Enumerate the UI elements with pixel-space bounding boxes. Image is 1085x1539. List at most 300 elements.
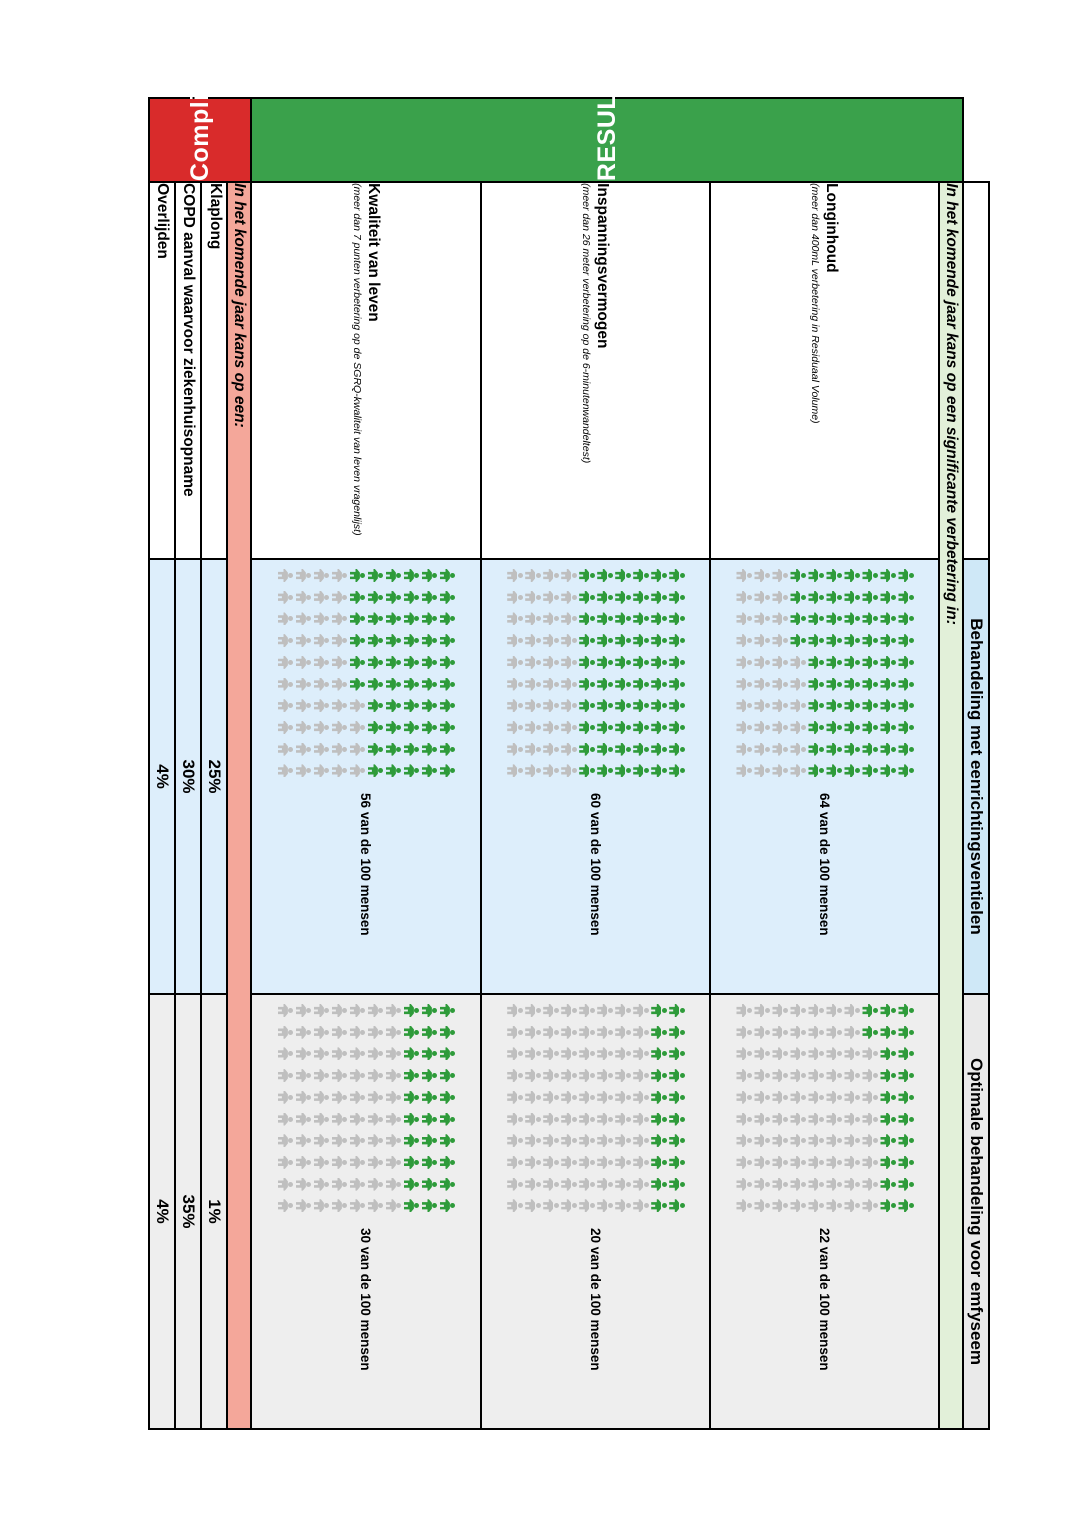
person-icon <box>421 1003 437 1018</box>
person-icon <box>651 742 667 757</box>
person-icon <box>880 611 896 626</box>
person-icon <box>790 763 806 778</box>
person-icon <box>277 698 293 713</box>
person-icon <box>862 742 878 757</box>
person-icon <box>898 655 914 670</box>
person-icon <box>507 1198 523 1213</box>
person-icon <box>772 1068 788 1083</box>
pictogram-caption: 56 van de 100 mensen <box>358 793 374 936</box>
person-icon <box>543 611 559 626</box>
person-icon <box>790 1198 806 1213</box>
person-icon <box>844 1068 860 1083</box>
person-icon <box>367 1046 383 1061</box>
person-icon <box>385 1068 401 1083</box>
person-icon <box>826 1046 842 1061</box>
person-icon <box>439 1090 455 1105</box>
table-row <box>481 98 710 1429</box>
person-icon <box>736 698 752 713</box>
person-icon <box>313 698 329 713</box>
person-icon <box>633 611 649 626</box>
person-icon <box>844 1046 860 1061</box>
person-icon <box>898 763 914 778</box>
person-icon <box>349 568 365 583</box>
person-icon <box>561 1025 577 1040</box>
person-icon <box>543 720 559 735</box>
person-icon <box>525 1155 541 1170</box>
person-icon <box>736 1046 752 1061</box>
person-icon <box>507 1003 523 1018</box>
row-subtitle: (meer dan 400mL verbetering in Residuaal Volume) <box>809 183 822 424</box>
person-icon <box>862 1198 878 1213</box>
person-icon <box>579 1177 595 1192</box>
person-icon <box>826 677 842 692</box>
person-icon <box>772 590 788 605</box>
person-icon <box>367 720 383 735</box>
person-icon <box>313 1046 329 1061</box>
person-icon <box>507 590 523 605</box>
column-header-valves: Behandeling met eenrichtingsventielen <box>963 559 989 994</box>
person-icon <box>826 568 842 583</box>
person-icon <box>543 1112 559 1127</box>
person-icon <box>579 590 595 605</box>
person-icon <box>421 568 437 583</box>
person-icon <box>507 1090 523 1105</box>
person-icon <box>421 590 437 605</box>
person-icon <box>439 1003 455 1018</box>
person-icon <box>880 1133 896 1148</box>
person-icon <box>615 1133 631 1148</box>
person-icon <box>295 1133 311 1148</box>
person-icon <box>669 1155 685 1170</box>
outcomes-table <box>148 13 990 1430</box>
person-icon <box>826 1025 842 1040</box>
person-icon <box>772 568 788 583</box>
person-icon <box>507 1025 523 1040</box>
person-icon <box>808 677 824 692</box>
person-icon <box>772 1025 788 1040</box>
person-icon <box>826 611 842 626</box>
person-icon <box>772 742 788 757</box>
person-icon <box>277 1198 293 1213</box>
pictogram-caption: 22 van de 100 mensen <box>816 1228 832 1371</box>
person-icon <box>561 1155 577 1170</box>
person-icon <box>439 720 455 735</box>
person-icon <box>754 633 770 648</box>
person-icon <box>651 1003 667 1018</box>
person-icon <box>421 1112 437 1127</box>
person-icon <box>754 611 770 626</box>
person-icon <box>403 1133 419 1148</box>
person-icon <box>862 1112 878 1127</box>
person-icon <box>385 611 401 626</box>
person-icon <box>669 1068 685 1083</box>
person-icon <box>862 655 878 670</box>
person-icon <box>754 1155 770 1170</box>
person-icon <box>277 763 293 778</box>
person-icon <box>633 633 649 648</box>
person-icon <box>579 1198 595 1213</box>
row-subtitle: (meer dan 26 meter verbetering op de 6-minutenwandeltest) <box>579 183 592 464</box>
person-icon <box>633 655 649 670</box>
cell-valves-kwaliteit-van-leven <box>251 559 480 994</box>
person-icon <box>754 742 770 757</box>
person-icon <box>421 655 437 670</box>
person-icon <box>633 677 649 692</box>
person-icon <box>736 742 752 757</box>
person-icon <box>403 1003 419 1018</box>
pictogram-caption: 30 van de 100 mensen <box>358 1228 374 1371</box>
person-icon <box>561 677 577 692</box>
person-icon <box>754 1003 770 1018</box>
person-icon <box>349 655 365 670</box>
person-icon <box>826 1003 842 1018</box>
person-icon <box>277 1025 293 1040</box>
person-icon <box>349 698 365 713</box>
pictogram-optimal-kwaliteit <box>276 1003 455 1218</box>
person-icon <box>736 1068 752 1083</box>
person-icon <box>525 720 541 735</box>
person-icon <box>754 1046 770 1061</box>
person-icon <box>862 1068 878 1083</box>
person-icon <box>543 1133 559 1148</box>
person-icon <box>736 720 752 735</box>
person-icon <box>367 1155 383 1170</box>
person-icon <box>367 698 383 713</box>
pictogram-valves-kwaliteit <box>276 568 455 783</box>
person-icon <box>525 1025 541 1040</box>
person-icon <box>349 1177 365 1192</box>
person-icon <box>525 1112 541 1127</box>
person-icon <box>421 1025 437 1040</box>
person-icon <box>313 1003 329 1018</box>
person-icon <box>543 763 559 778</box>
person-icon <box>421 633 437 648</box>
person-icon <box>543 677 559 692</box>
cell-optimal-copd-aanval: 35% <box>175 994 201 1429</box>
person-icon <box>403 1155 419 1170</box>
person-icon <box>295 611 311 626</box>
person-icon <box>898 1025 914 1040</box>
person-icon <box>669 742 685 757</box>
person-icon <box>331 1068 347 1083</box>
person-icon <box>597 1177 613 1192</box>
person-icon <box>790 1046 806 1061</box>
person-icon <box>844 655 860 670</box>
person-icon <box>349 1155 365 1170</box>
person-icon <box>669 698 685 713</box>
person-icon <box>277 1155 293 1170</box>
person-icon <box>349 1003 365 1018</box>
person-icon <box>669 1112 685 1127</box>
person-icon <box>295 720 311 735</box>
cell-optimal-inspanningsvermogen <box>481 994 710 1429</box>
person-icon <box>633 763 649 778</box>
person-icon <box>277 611 293 626</box>
person-icon <box>331 590 347 605</box>
person-icon <box>615 1068 631 1083</box>
person-icon <box>615 763 631 778</box>
person-icon <box>808 1133 824 1148</box>
person-icon <box>403 611 419 626</box>
person-icon <box>439 1133 455 1148</box>
person-icon <box>790 1068 806 1083</box>
person-icon <box>439 611 455 626</box>
person-icon <box>736 677 752 692</box>
person-icon <box>277 1112 293 1127</box>
category-results-label: RESULTATEN <box>592 13 621 182</box>
person-icon <box>403 1046 419 1061</box>
person-icon <box>277 1090 293 1105</box>
person-icon <box>669 677 685 692</box>
person-icon <box>808 763 824 778</box>
pictogram-caption: 20 van de 100 mensen <box>587 1228 603 1371</box>
person-icon <box>597 1025 613 1040</box>
person-icon <box>439 1198 455 1213</box>
person-icon <box>579 568 595 583</box>
person-icon <box>277 1068 293 1083</box>
person-icon <box>862 568 878 583</box>
person-icon <box>772 1046 788 1061</box>
cell-valves-copd-aanval: 30% <box>175 559 201 994</box>
person-icon <box>525 677 541 692</box>
person-icon <box>633 720 649 735</box>
rotated-table-container <box>148 13 990 1430</box>
person-icon <box>421 742 437 757</box>
person-icon <box>669 763 685 778</box>
person-icon <box>295 1003 311 1018</box>
person-icon <box>844 720 860 735</box>
person-icon <box>439 742 455 757</box>
person-icon <box>507 655 523 670</box>
person-icon <box>277 677 293 692</box>
person-icon <box>439 1112 455 1127</box>
person-icon <box>525 1046 541 1061</box>
row-label-klaplong <box>201 182 227 559</box>
person-icon <box>898 698 914 713</box>
person-icon <box>331 763 347 778</box>
person-icon <box>808 1090 824 1105</box>
person-icon <box>543 1155 559 1170</box>
person-icon <box>561 1046 577 1061</box>
table-row <box>149 98 175 1429</box>
person-icon <box>277 1133 293 1148</box>
person-icon <box>772 1003 788 1018</box>
person-icon <box>808 742 824 757</box>
person-icon <box>349 1025 365 1040</box>
person-icon <box>754 698 770 713</box>
person-icon <box>403 698 419 713</box>
person-icon <box>439 677 455 692</box>
person-icon <box>295 677 311 692</box>
person-icon <box>295 633 311 648</box>
row-label-kwaliteit-van-leven <box>251 182 480 559</box>
person-icon <box>898 677 914 692</box>
person-icon <box>633 1025 649 1040</box>
person-icon <box>385 720 401 735</box>
person-icon <box>543 568 559 583</box>
person-icon <box>561 1177 577 1192</box>
person-icon <box>507 1068 523 1083</box>
person-icon <box>331 1003 347 1018</box>
person-icon <box>862 1025 878 1040</box>
person-icon <box>898 1090 914 1105</box>
person-icon <box>385 1046 401 1061</box>
person-icon <box>525 742 541 757</box>
person-icon <box>331 1112 347 1127</box>
person-icon <box>651 568 667 583</box>
person-icon <box>772 1177 788 1192</box>
person-icon <box>439 1046 455 1061</box>
person-icon <box>313 1198 329 1213</box>
cell-optimal-kwaliteit-van-leven <box>251 994 480 1429</box>
person-icon <box>615 568 631 583</box>
person-icon <box>826 1090 842 1105</box>
person-icon <box>898 590 914 605</box>
person-icon <box>898 1198 914 1213</box>
person-icon <box>898 633 914 648</box>
person-icon <box>313 763 329 778</box>
person-icon <box>651 1112 667 1127</box>
person-icon <box>615 1177 631 1192</box>
cell-optimal-klaplong: 1% <box>201 994 227 1429</box>
person-icon <box>277 1046 293 1061</box>
person-icon <box>633 1112 649 1127</box>
person-icon <box>754 720 770 735</box>
person-icon <box>633 1068 649 1083</box>
pictogram-caption: 64 van de 100 mensen <box>816 793 832 936</box>
person-icon <box>772 1133 788 1148</box>
person-icon <box>525 1003 541 1018</box>
person-icon <box>772 763 788 778</box>
person-icon <box>507 698 523 713</box>
person-icon <box>651 1090 667 1105</box>
pictogram-valves-inspanningsvermogen <box>506 568 685 783</box>
person-icon <box>367 590 383 605</box>
person-icon <box>615 1025 631 1040</box>
person-icon <box>579 633 595 648</box>
person-icon <box>543 655 559 670</box>
person-icon <box>862 1177 878 1192</box>
person-icon <box>439 633 455 648</box>
person-icon <box>880 677 896 692</box>
person-icon <box>808 720 824 735</box>
person-icon <box>525 698 541 713</box>
person-icon <box>736 1090 752 1105</box>
person-icon <box>277 720 293 735</box>
category-results <box>251 13 963 182</box>
person-icon <box>808 655 824 670</box>
person-icon <box>439 655 455 670</box>
person-icon <box>633 1155 649 1170</box>
person-icon <box>790 633 806 648</box>
person-icon <box>826 1155 842 1170</box>
person-icon <box>772 655 788 670</box>
person-icon <box>651 611 667 626</box>
person-icon <box>295 1068 311 1083</box>
person-icon <box>597 655 613 670</box>
person-icon <box>880 1112 896 1127</box>
person-icon <box>808 1177 824 1192</box>
person-icon <box>772 633 788 648</box>
person-icon <box>651 1046 667 1061</box>
person-icon <box>367 1177 383 1192</box>
person-icon <box>385 763 401 778</box>
person-icon <box>525 1198 541 1213</box>
person-icon <box>754 1177 770 1192</box>
person-icon <box>385 1155 401 1170</box>
person-icon <box>507 763 523 778</box>
person-icon <box>790 1025 806 1040</box>
person-icon <box>367 568 383 583</box>
person-icon <box>543 1177 559 1192</box>
person-icon <box>880 655 896 670</box>
person-icon <box>844 1003 860 1018</box>
pictogram-optimal-longinhoud <box>735 1003 914 1218</box>
person-icon <box>736 1133 752 1148</box>
person-icon <box>277 633 293 648</box>
person-icon <box>790 1155 806 1170</box>
category-complications <box>149 19 251 182</box>
person-icon <box>295 568 311 583</box>
person-icon <box>421 1198 437 1213</box>
person-icon <box>579 1003 595 1018</box>
complications-band-header: In het komende jaar kans op een: <box>227 182 251 1429</box>
person-icon <box>808 1112 824 1127</box>
row-label-copd-aanval <box>175 182 201 559</box>
person-icon <box>898 568 914 583</box>
person-icon <box>331 677 347 692</box>
person-icon <box>826 1112 842 1127</box>
person-icon <box>844 742 860 757</box>
person-icon <box>898 1112 914 1127</box>
person-icon <box>561 1133 577 1148</box>
person-icon <box>579 1025 595 1040</box>
person-icon <box>615 1090 631 1105</box>
person-icon <box>862 1133 878 1148</box>
row-title: Klaplong <box>206 183 224 250</box>
person-icon <box>736 1155 752 1170</box>
person-icon <box>898 742 914 757</box>
person-icon <box>403 633 419 648</box>
person-icon <box>507 742 523 757</box>
person-icon <box>313 720 329 735</box>
person-icon <box>826 763 842 778</box>
person-icon <box>826 720 842 735</box>
person-icon <box>507 1155 523 1170</box>
person-icon <box>277 1003 293 1018</box>
complications-band-row <box>227 98 251 1429</box>
person-icon <box>772 720 788 735</box>
person-icon <box>826 1177 842 1192</box>
person-icon <box>507 611 523 626</box>
person-icon <box>826 698 842 713</box>
person-icon <box>367 611 383 626</box>
person-icon <box>385 1112 401 1127</box>
person-icon <box>313 633 329 648</box>
person-icon <box>808 698 824 713</box>
person-icon <box>385 1198 401 1213</box>
person-icon <box>844 1133 860 1148</box>
person-icon <box>808 611 824 626</box>
person-icon <box>561 698 577 713</box>
person-icon <box>403 590 419 605</box>
person-icon <box>349 1112 365 1127</box>
person-icon <box>844 1025 860 1040</box>
person-icon <box>615 655 631 670</box>
person-icon <box>349 720 365 735</box>
person-icon <box>561 720 577 735</box>
person-icon <box>349 677 365 692</box>
